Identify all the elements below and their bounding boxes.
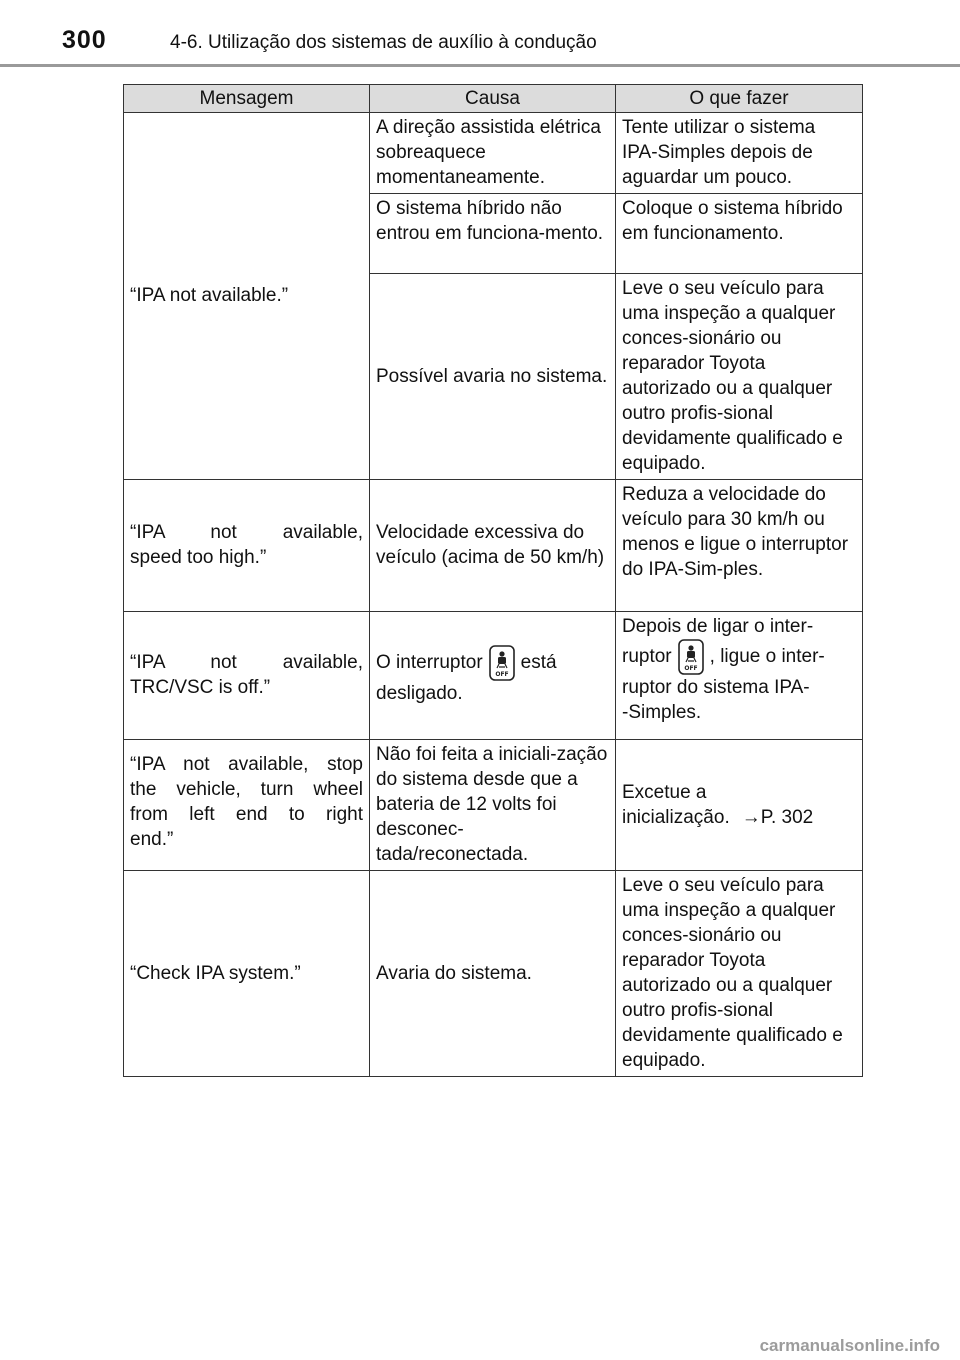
cause-text: O interruptor <box>376 651 483 673</box>
cause-cell: Avaria do sistema. <box>370 871 616 1077</box>
header-rule <box>0 64 960 67</box>
message-line: “IPA not available, <box>130 522 363 543</box>
message-cell: “Check IPA system.” <box>124 871 370 1077</box>
message-line: “IPA not available, <box>130 652 363 673</box>
action-line: Excetue a <box>622 781 707 803</box>
page-number: 300 <box>62 26 107 54</box>
action-cell: Tente utilizar o sistema IPA-Simples depois de aguardar um pouco. <box>616 113 863 194</box>
action-line: -Simples. <box>622 702 702 723</box>
message-line: “IPA not available, stop <box>130 754 363 775</box>
action-cell: Leve o seu veículo para uma inspeção a qualquer conces-sionário ou reparador Toyota autorizado ou a qualquer outro profis-sional devidamente qualificado e equipado. <box>616 274 863 480</box>
svg-text:OFF: OFF <box>495 670 509 678</box>
table-row <box>124 612 863 740</box>
action-line <box>622 639 856 675</box>
message-cell <box>124 740 370 871</box>
message-cell <box>124 480 370 612</box>
column-header-action: O que fazer <box>616 85 863 113</box>
cause-line <box>376 645 609 681</box>
section-title: 4-6. Utilização dos sistemas de auxílio à condução <box>170 32 597 53</box>
cause-text: está <box>520 651 557 673</box>
cause-cell: Velocidade excessiva do veículo (acima de 50 km/h) <box>370 480 616 612</box>
cause-cell: Não foi feita a iniciali-zação do sistema desde que a bateria de 12 volts foi desconec-tada/reconectada. <box>370 740 616 871</box>
action-cell: Leve o seu veículo para uma inspeção a qualquer conces-sionário ou reparador Toyota autorizado ou a qualquer outro profis-sional devidamente qualificado e equipado. <box>616 871 863 1077</box>
vsc-off-switch-icon <box>678 639 704 675</box>
svg-text:OFF: OFF <box>683 665 698 672</box>
action-line: Depois de ligar o inter- <box>622 616 814 637</box>
message-line: TRC/VSC is off.” <box>130 677 271 698</box>
column-header-cause: Causa <box>370 85 616 113</box>
cause-cell: A direção assistida elétrica sobreaquece momentaneamente. <box>370 113 616 194</box>
action-text: ruptor <box>622 646 672 668</box>
action-cell <box>616 612 863 740</box>
message-line: from left end to right <box>130 804 363 825</box>
page-reference: →P. 302 <box>741 806 814 828</box>
cause-cell <box>370 612 616 740</box>
action-cell: Coloque o sistema híbrido em funcionamento. <box>616 194 863 274</box>
watermark: carmanualsonline.info <box>759 1336 940 1355</box>
action-cell: Reduza a velocidade do veículo para 30 km/h ou menos e ligue o interruptor do IPA-Sim-ples. <box>616 480 863 612</box>
cause-line: desligado. <box>376 682 463 704</box>
action-cell <box>616 740 863 871</box>
table-row <box>124 113 863 194</box>
action-line <box>622 805 856 830</box>
cause-cell: Possível avaria no sistema. <box>370 274 616 480</box>
cause-cell: O sistema híbrido não entrou em funciona-mento. <box>370 194 616 274</box>
action-line: ruptor do sistema IPA- <box>622 677 810 698</box>
message-line: speed too high.” <box>130 547 267 568</box>
message-line: the vehicle, turn wheel <box>130 779 363 800</box>
table-row <box>124 871 863 1077</box>
message-table <box>123 84 863 1077</box>
action-text: inicialização. <box>622 806 730 828</box>
vsc-off-switch-icon <box>489 645 515 681</box>
column-header-message: Mensagem <box>124 85 370 113</box>
table-header-row <box>124 85 863 113</box>
message-cell: “IPA not available.” <box>124 113 370 480</box>
message-cell <box>124 612 370 740</box>
table-row <box>124 740 863 871</box>
table-row <box>124 480 863 612</box>
action-text: , ligue o inter- <box>709 646 825 668</box>
message-line: end.” <box>130 829 174 850</box>
